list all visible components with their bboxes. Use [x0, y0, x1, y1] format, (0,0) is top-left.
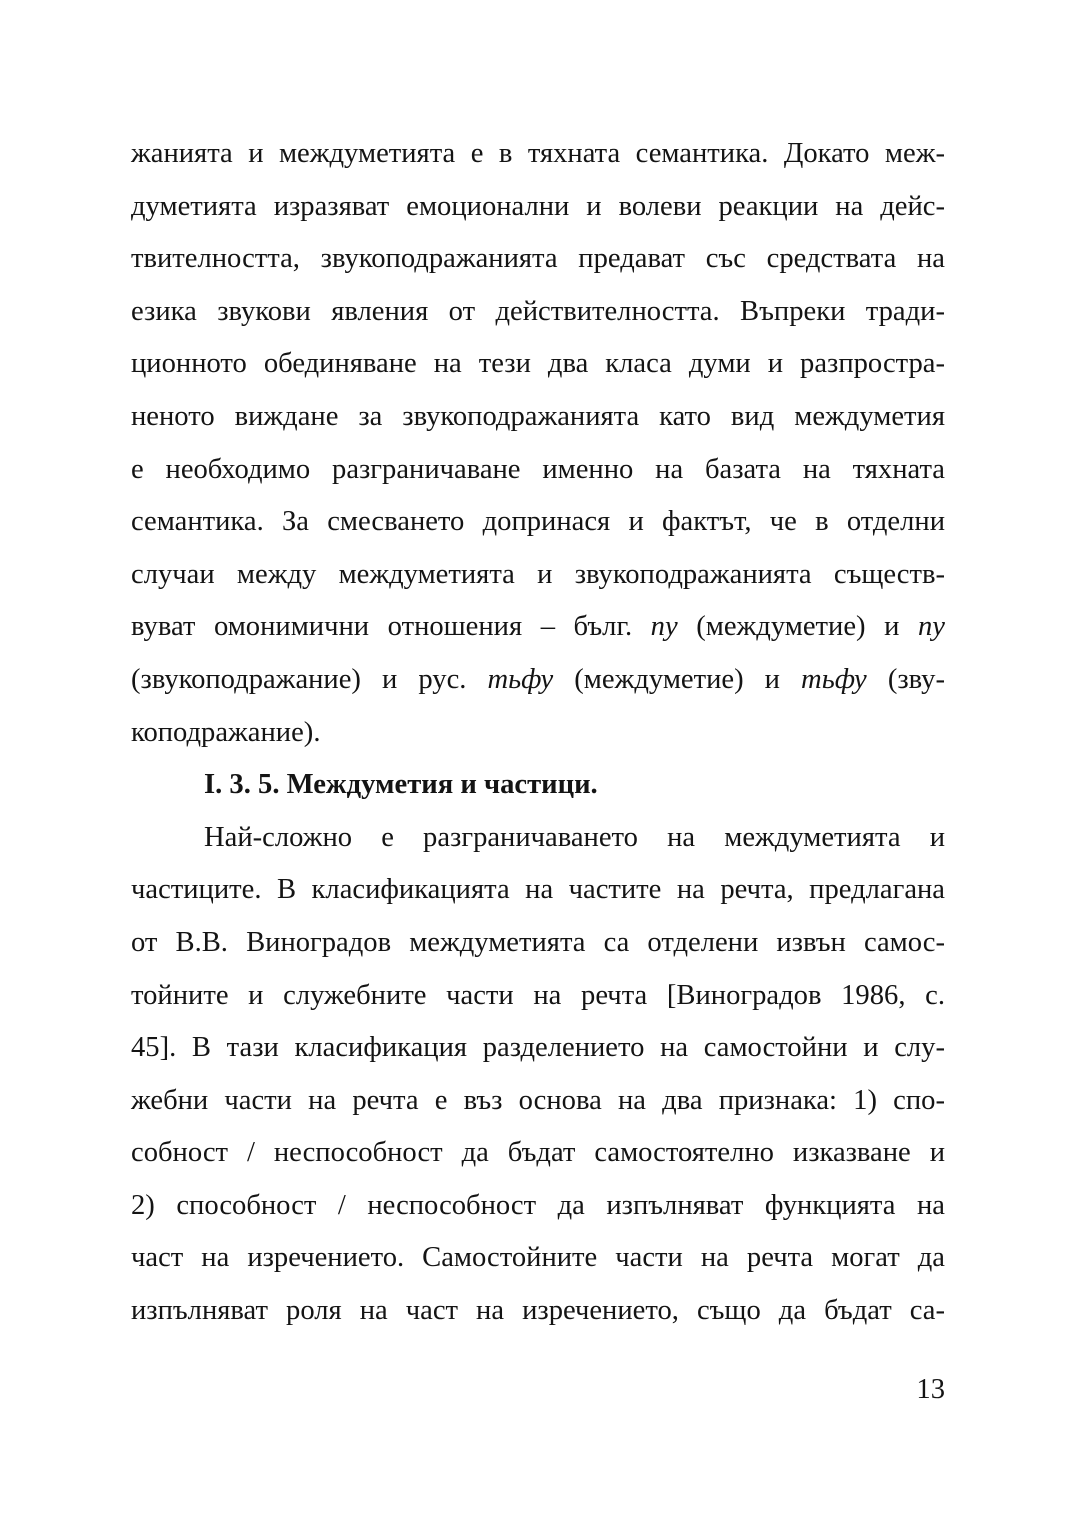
paragraph-line: твителността, звукоподражанията предават със средствата на	[131, 243, 945, 275]
text-column	[131, 128, 945, 1338]
paragraph-line-with-examples	[131, 654, 945, 707]
paragraph-line: семантика. За смесването допринася и фактът, че в отделни	[131, 506, 945, 538]
paragraph-1	[131, 128, 945, 759]
line-text: (звукоподражание) и рус.	[131, 663, 488, 695]
line-text: (междуметие) и	[677, 611, 918, 643]
example-word: тьфу	[487, 663, 554, 695]
paragraph-line: езика звукови явления от действителността. Въпреки тради-	[131, 295, 945, 327]
paragraph-line: думетията изразяват емоционални и волеви реакции на дейс-	[131, 190, 945, 222]
paragraph-line: 2) способност / неспособност да изпълняват функцията на	[131, 1189, 945, 1221]
line-text: вуват омонимични отношения – бълг.	[131, 611, 651, 643]
paragraph-line: жебни части на речта е въз основа на два признака: 1) спо-	[131, 1084, 945, 1116]
line-text: (зву-	[866, 663, 945, 695]
line-text: (междуметие) и	[553, 663, 802, 695]
paragraph-line: е необходимо разграничаване именно на базата на тяхната	[131, 453, 945, 485]
paragraph-2	[131, 812, 945, 1338]
paragraph-line: коподражание).	[131, 716, 321, 748]
paragraph-line: част на изречението. Самостойните части на речта могат да	[131, 1242, 945, 1274]
paragraph-line: ционното обединяване на тези два класа думи и разпростра-	[131, 348, 945, 380]
paragraph-line: 45]. В тази класификация разделението на самостойни и слу-	[131, 1032, 945, 1064]
paragraph-line: собност / неспособност да бъдат самостоятелно изказване и	[131, 1137, 945, 1169]
paragraph-line: тойните и служебните части на речта [Виноградов 1986, с.	[131, 979, 945, 1011]
page-number: 13	[916, 1374, 945, 1405]
paragraph-line: Най-сложно е разграничаването на междуметията и	[204, 821, 945, 853]
example-word: пу	[650, 611, 678, 643]
paragraph-line: неното виждане за звукоподражанията като вид междуметия	[131, 400, 945, 432]
example-word: тьфу	[801, 663, 867, 695]
paragraph-line: изпълняват роля на част на изречението, също да бъдат са-	[131, 1295, 945, 1327]
paragraph-line: жанията и междуметията е в тяхната семантика. Докато меж-	[131, 138, 945, 169]
paragraph-line: случаи между междуметията и звукоподражанията съществ-	[131, 558, 945, 590]
paragraph-line: частиците. В класификацията на частите на речта, предлагана	[131, 874, 945, 906]
example-word: пу	[918, 611, 945, 643]
paragraph-line: от В.В. Виноградов междуметията са отделени извън самос-	[131, 926, 945, 958]
paragraph-line-with-examples	[131, 601, 945, 654]
section-heading: I. 3. 5. Междуметия и частици.	[204, 769, 598, 801]
